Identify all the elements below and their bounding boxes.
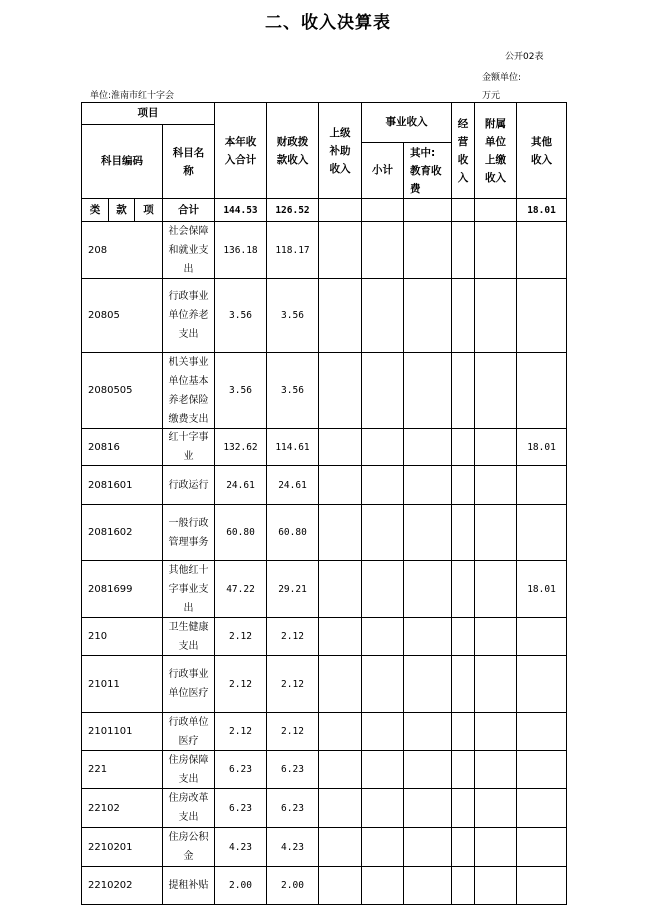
- cell-operating-income: [451, 788, 475, 828]
- cell-business-subtotal: [361, 617, 404, 656]
- cell-superior-subsidy: [318, 788, 362, 828]
- reporting-unit: 单位:淮南市红十字会: [90, 91, 175, 101]
- cell-affiliated-remittance: [474, 465, 517, 505]
- header-other-income: 其他收入: [516, 102, 567, 199]
- form-code: 公开02表: [505, 52, 544, 62]
- total-operating-value: [451, 198, 475, 222]
- cell-fiscal-appropriation: 2.12: [266, 617, 319, 656]
- cell-subject-name: 行政事业单位养老支出: [162, 278, 215, 353]
- cell-fiscal-appropriation: 4.23: [266, 827, 319, 867]
- header-business-income: 事业收入: [361, 102, 452, 143]
- cell-subject-name: 提租补贴: [162, 866, 215, 905]
- cell-business-subtotal: [361, 866, 404, 905]
- cell-subject-name: 住房公积金: [162, 827, 215, 867]
- cell-total-income: 2.12: [214, 712, 267, 751]
- cell-affiliated-remittance: [474, 504, 517, 561]
- cell-business-subtotal: [361, 750, 404, 789]
- total-fiscal-value: 126.52: [266, 198, 319, 222]
- cell-superior-subsidy: [318, 465, 362, 505]
- cell-education-fee: [403, 617, 452, 656]
- cell-subject-code: 210: [81, 617, 163, 656]
- total-other-income-value: 18.01: [516, 198, 567, 222]
- cell-subject-name: 行政单位医疗: [162, 712, 215, 751]
- cell-superior-subsidy: [318, 278, 362, 353]
- header-affiliated-remittance: 附属单位上缴收入: [474, 102, 517, 199]
- cell-affiliated-remittance: [474, 788, 517, 828]
- header-item: 项: [134, 198, 163, 222]
- cell-business-subtotal: [361, 827, 404, 867]
- cell-subject-name: 红十字事业: [162, 428, 215, 466]
- cell-superior-subsidy: [318, 504, 362, 561]
- cell-operating-income: [451, 617, 475, 656]
- cell-fiscal-appropriation: 114.61: [266, 428, 319, 466]
- cell-affiliated-remittance: [474, 617, 517, 656]
- cell-subject-code: 221: [81, 750, 163, 789]
- cell-subject-code: 20816: [81, 428, 163, 466]
- cell-subject-name: 社会保障和就业支出: [162, 221, 215, 279]
- cell-other-income: [516, 465, 567, 505]
- cell-affiliated-remittance: [474, 750, 517, 789]
- cell-business-subtotal: [361, 712, 404, 751]
- cell-education-fee: [403, 788, 452, 828]
- cell-business-subtotal: [361, 278, 404, 353]
- cell-business-subtotal: [361, 352, 404, 429]
- cell-subject-code: 208: [81, 221, 163, 279]
- cell-subject-code: 22102: [81, 788, 163, 828]
- cell-superior-subsidy: [318, 428, 362, 466]
- total-education-fee-value: [403, 198, 452, 222]
- cell-other-income: [516, 866, 567, 905]
- cell-affiliated-remittance: [474, 278, 517, 353]
- cell-operating-income: [451, 827, 475, 867]
- cell-fiscal-appropriation: 118.17: [266, 221, 319, 279]
- cell-subject-name: 住房保障支出: [162, 750, 215, 789]
- cell-superior-subsidy: [318, 827, 362, 867]
- cell-operating-income: [451, 655, 475, 713]
- cell-fiscal-appropriation: 60.80: [266, 504, 319, 561]
- header-fiscal-appropriation: 财政拨款收入: [266, 102, 319, 199]
- cell-total-income: 2.12: [214, 617, 267, 656]
- cell-subject-code: 20805: [81, 278, 163, 353]
- cell-subject-name: 机关事业单位基本养老保险缴费支出: [162, 352, 215, 429]
- cell-other-income: [516, 788, 567, 828]
- cell-other-income: [516, 750, 567, 789]
- cell-fiscal-appropriation: 6.23: [266, 750, 319, 789]
- cell-operating-income: [451, 712, 475, 751]
- cell-education-fee: [403, 221, 452, 279]
- cell-subject-code: 2101101: [81, 712, 163, 751]
- cell-subject-code: 2210201: [81, 827, 163, 867]
- cell-other-income: [516, 504, 567, 561]
- cell-other-income: [516, 278, 567, 353]
- cell-operating-income: [451, 560, 475, 618]
- cell-operating-income: [451, 221, 475, 279]
- total-label: 合计: [162, 198, 215, 222]
- cell-affiliated-remittance: [474, 560, 517, 618]
- cell-operating-income: [451, 465, 475, 505]
- cell-affiliated-remittance: [474, 866, 517, 905]
- cell-affiliated-remittance: [474, 827, 517, 867]
- cell-business-subtotal: [361, 428, 404, 466]
- total-affiliated-value: [474, 198, 517, 222]
- cell-business-subtotal: [361, 465, 404, 505]
- cell-subject-code: 2081602: [81, 504, 163, 561]
- header-subject-name: 科目名称: [162, 124, 215, 199]
- cell-education-fee: [403, 655, 452, 713]
- cell-other-income: [516, 655, 567, 713]
- cell-subject-code: 21011: [81, 655, 163, 713]
- cell-total-income: 132.62: [214, 428, 267, 466]
- cell-business-subtotal: [361, 560, 404, 618]
- cell-operating-income: [451, 428, 475, 466]
- cell-subject-name: 行政事业单位医疗: [162, 655, 215, 713]
- cell-operating-income: [451, 352, 475, 429]
- cell-subject-name: 一般行政管理事务: [162, 504, 215, 561]
- cell-education-fee: [403, 827, 452, 867]
- cell-operating-income: [451, 866, 475, 905]
- cell-subject-name: 住房改革支出: [162, 788, 215, 828]
- cell-total-income: 2.12: [214, 655, 267, 713]
- cell-fiscal-appropriation: 3.56: [266, 352, 319, 429]
- cell-fiscal-appropriation: 3.56: [266, 278, 319, 353]
- cell-subject-code: 2080505: [81, 352, 163, 429]
- cell-affiliated-remittance: [474, 655, 517, 713]
- cell-affiliated-remittance: [474, 712, 517, 751]
- cell-total-income: 3.56: [214, 352, 267, 429]
- cell-education-fee: [403, 750, 452, 789]
- cell-other-income: [516, 352, 567, 429]
- cell-superior-subsidy: [318, 221, 362, 279]
- cell-subject-code: 2081601: [81, 465, 163, 505]
- cell-total-income: 4.23: [214, 827, 267, 867]
- cell-subject-name: 行政运行: [162, 465, 215, 505]
- cell-subject-code: 2081699: [81, 560, 163, 618]
- cell-total-income: 47.22: [214, 560, 267, 618]
- amount-unit-label: 金额单位:: [482, 73, 522, 83]
- cell-superior-subsidy: [318, 617, 362, 656]
- cell-other-income: 18.01: [516, 428, 567, 466]
- header-section: 款: [108, 198, 135, 222]
- cell-superior-subsidy: [318, 655, 362, 713]
- cell-education-fee: [403, 866, 452, 905]
- cell-superior-subsidy: [318, 712, 362, 751]
- cell-education-fee: [403, 278, 452, 353]
- cell-other-income: [516, 827, 567, 867]
- cell-superior-subsidy: [318, 352, 362, 429]
- cell-affiliated-remittance: [474, 352, 517, 429]
- cell-subject-code: 2210202: [81, 866, 163, 905]
- cell-business-subtotal: [361, 788, 404, 828]
- cell-total-income: 136.18: [214, 221, 267, 279]
- cell-business-subtotal: [361, 221, 404, 279]
- cell-total-income: 2.00: [214, 866, 267, 905]
- cell-operating-income: [451, 504, 475, 561]
- cell-education-fee: [403, 465, 452, 505]
- header-total-income: 本年收入合计: [214, 102, 267, 199]
- cell-education-fee: [403, 352, 452, 429]
- amount-unit-value: 万元: [482, 91, 501, 101]
- cell-fiscal-appropriation: 2.12: [266, 655, 319, 713]
- cell-fiscal-appropriation: 6.23: [266, 788, 319, 828]
- page-title: 二、收入决算表: [265, 13, 391, 33]
- header-superior-subsidy: 上级补助收入: [318, 102, 362, 199]
- cell-total-income: 6.23: [214, 750, 267, 789]
- cell-business-subtotal: [361, 504, 404, 561]
- header-business-subtotal: 小计: [361, 142, 404, 199]
- cell-total-income: 3.56: [214, 278, 267, 353]
- cell-education-fee: [403, 712, 452, 751]
- total-business-subtotal-value: [361, 198, 404, 222]
- header-subject-code: 科目编码: [81, 124, 163, 199]
- cell-business-subtotal: [361, 655, 404, 713]
- cell-operating-income: [451, 750, 475, 789]
- cell-total-income: 24.61: [214, 465, 267, 505]
- cell-subject-name: 其他红十字事业支出: [162, 560, 215, 618]
- cell-fiscal-appropriation: 2.00: [266, 866, 319, 905]
- cell-superior-subsidy: [318, 560, 362, 618]
- cell-affiliated-remittance: [474, 221, 517, 279]
- total-income-value: 144.53: [214, 198, 267, 222]
- cell-fiscal-appropriation: 29.21: [266, 560, 319, 618]
- cell-superior-subsidy: [318, 750, 362, 789]
- cell-fiscal-appropriation: 24.61: [266, 465, 319, 505]
- cell-education-fee: [403, 504, 452, 561]
- cell-other-income: [516, 617, 567, 656]
- header-education-fee: 其中:教育收费: [403, 142, 452, 199]
- cell-education-fee: [403, 428, 452, 466]
- total-superior-subsidy-value: [318, 198, 362, 222]
- cell-other-income: 18.01: [516, 560, 567, 618]
- cell-fiscal-appropriation: 2.12: [266, 712, 319, 751]
- header-item-group: 项目: [81, 102, 215, 125]
- income-final-accounts-table: [82, 103, 568, 906]
- header-operating-income: 经营收入: [451, 102, 475, 199]
- cell-superior-subsidy: [318, 866, 362, 905]
- cell-total-income: 60.80: [214, 504, 267, 561]
- cell-education-fee: [403, 560, 452, 618]
- cell-subject-name: 卫生健康支出: [162, 617, 215, 656]
- header-class: 类: [81, 198, 109, 222]
- cell-other-income: [516, 712, 567, 751]
- cell-other-income: [516, 221, 567, 279]
- cell-affiliated-remittance: [474, 428, 517, 466]
- cell-total-income: 6.23: [214, 788, 267, 828]
- cell-operating-income: [451, 278, 475, 353]
